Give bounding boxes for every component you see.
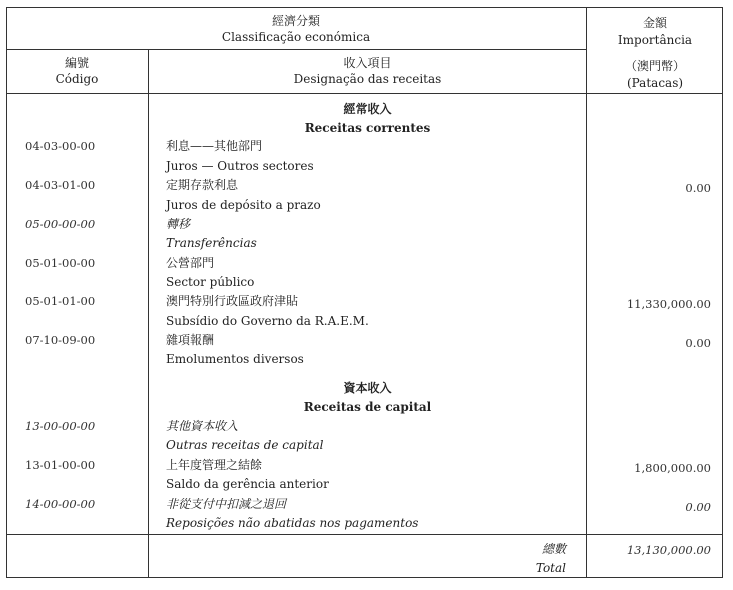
- row-code: 05-01-01-00: [25, 294, 96, 308]
- row-label-pt: Subsídio do Governo da R.A.E.M.: [166, 314, 369, 328]
- row-code: 13-00-00-00: [25, 419, 96, 433]
- row-amount: 11,330,000.00: [626, 297, 711, 311]
- row-label-zh: 定期存款利息: [166, 178, 239, 192]
- row-label-zh: 利息——其他部門: [166, 139, 263, 153]
- section-title-zh: 經常收入: [343, 102, 392, 116]
- row-label-pt: Outras receitas de capital: [166, 438, 324, 452]
- row-label-zh: 非從支付中扣減之退回: [166, 497, 287, 511]
- header-currency-pt: (Patacas): [626, 76, 684, 90]
- row-code: 04-03-00-00: [25, 139, 96, 153]
- divider-header: [6, 93, 723, 94]
- header-currency-zh: （澳門幣）: [624, 59, 685, 73]
- row-label-pt: Reposições não abatidas nos pagamentos: [166, 516, 419, 530]
- row-label-pt: Saldo da gerência anterior: [166, 477, 329, 491]
- total-amount: 13,130,000.00: [626, 543, 711, 557]
- divider-total: [6, 534, 723, 535]
- total-label-pt: Total: [535, 561, 566, 575]
- row-code: 05-00-00-00: [25, 217, 96, 231]
- row-label-pt: Juros — Outros sectores: [166, 159, 314, 173]
- section-title-zh: 資本收入: [343, 381, 392, 395]
- row-amount: 0.00: [685, 336, 711, 350]
- header-amount-zh: 金額: [642, 16, 667, 30]
- row-label-zh: 雜項報酬: [166, 333, 215, 347]
- header-designation-pt: Designação das receitas: [293, 72, 442, 86]
- section-title-pt: Receitas de capital: [303, 400, 432, 414]
- row-code: 14-00-00-00: [25, 497, 96, 511]
- header-code-pt: Código: [55, 72, 99, 86]
- row-label-zh: 其他資本收入: [166, 419, 239, 433]
- row-amount: 1,800,000.00: [634, 461, 711, 475]
- row-label-pt: Emolumentos diversos: [166, 352, 304, 366]
- row-code: 13-01-00-00: [25, 458, 96, 472]
- header-classification-zh: 經濟分類: [271, 14, 320, 28]
- section-title-pt: Receitas correntes: [304, 121, 431, 135]
- row-code: 05-01-00-00: [25, 256, 96, 270]
- row-code: 04-03-01-00: [25, 178, 96, 192]
- divider-classification: [6, 49, 586, 50]
- row-label-pt: Juros de depósito a prazo: [166, 198, 321, 212]
- header-code-zh: 編號: [64, 56, 89, 70]
- row-label-zh: 上年度管理之結餘: [166, 458, 263, 472]
- header-designation-zh: 收入項目: [343, 56, 392, 70]
- header-classification-pt: Classificação económica: [221, 30, 371, 44]
- row-label-pt: Sector público: [166, 275, 255, 289]
- row-amount: 0.00: [685, 181, 711, 195]
- row-code: 07-10-09-00: [25, 333, 96, 347]
- row-label-zh: 澳門特別行政區政府津貼: [166, 294, 299, 308]
- row-label-pt: Transferências: [166, 236, 257, 250]
- row-amount: 0.00: [685, 500, 711, 514]
- header-amount-pt: Importância: [617, 33, 693, 47]
- row-label-zh: 轉移: [166, 217, 191, 231]
- row-label-zh: 公營部門: [166, 256, 215, 270]
- total-label-zh: 總數: [541, 542, 566, 556]
